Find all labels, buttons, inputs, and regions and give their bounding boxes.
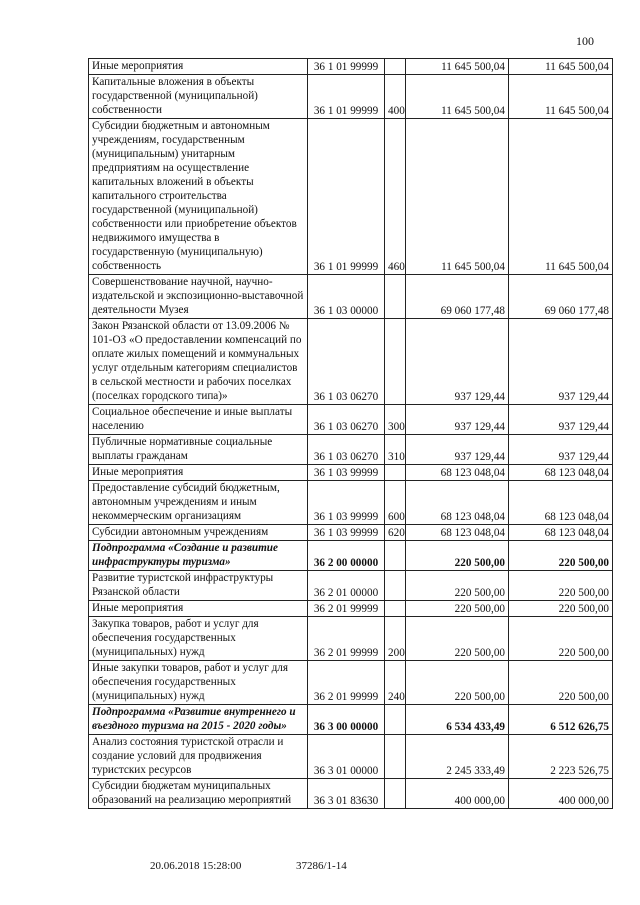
expense-type-cell: 300: [385, 405, 406, 435]
amount-year2-cell: 11 645 500,04: [509, 75, 613, 119]
budget-table: [88, 58, 613, 809]
amount-year1-cell: 2 245 333,49: [406, 735, 509, 779]
target-article-cell: 36 3 01 00000: [308, 735, 385, 779]
table-row: [89, 481, 613, 525]
table-row: [89, 601, 613, 617]
amount-year2-cell: 937 129,44: [509, 319, 613, 405]
amount-year1-cell: 220 500,00: [406, 661, 509, 705]
row-name-cell: Анализ состояния туристской отрасли и создание условий для продвижения туристских ресурсов: [89, 735, 308, 779]
amount-year2-cell: 2 223 526,75: [509, 735, 613, 779]
amount-year1-cell: 220 500,00: [406, 571, 509, 601]
row-name-cell: Иные мероприятия: [89, 59, 308, 75]
amount-year2-cell: 11 645 500,04: [509, 119, 613, 275]
table-row: [89, 465, 613, 481]
amount-year2-cell: 220 500,00: [509, 541, 613, 571]
row-name-cell: Подпрограмма «Развитие внутреннего и въездного туризма на 2015 - 2020 годы»: [89, 705, 308, 735]
expense-type-cell: 310: [385, 435, 406, 465]
target-article-cell: 36 1 01 99999: [308, 75, 385, 119]
row-name-cell: Развитие туристской инфраструктуры Рязанской области: [89, 571, 308, 601]
expense-type-cell: [385, 275, 406, 319]
target-article-cell: 36 1 03 06270: [308, 435, 385, 465]
target-article-cell: 36 1 01 99999: [308, 59, 385, 75]
amount-year2-cell: 937 129,44: [509, 435, 613, 465]
amount-year1-cell: 11 645 500,04: [406, 75, 509, 119]
amount-year1-cell: 11 645 500,04: [406, 59, 509, 75]
amount-year2-cell: 11 645 500,04: [509, 59, 613, 75]
amount-year1-cell: 220 500,00: [406, 601, 509, 617]
row-name-cell: Субсидии бюджетным и автономным учреждениям, государственным (муниципальным) унитарным предприятиям на осуществление капитальных вложений в объекты капитального строительства государственной (муниципальной) собственности или приобретение объектов недвижимого имущества в государственную (муниципальную) собственность: [89, 119, 308, 275]
row-name-cell: Иные мероприятия: [89, 601, 308, 617]
table-row: [89, 75, 613, 119]
target-article-cell: 36 2 01 99999: [308, 661, 385, 705]
amount-year2-cell: 68 123 048,04: [509, 465, 613, 481]
target-article-cell: 36 1 03 99999: [308, 481, 385, 525]
table-row: [89, 735, 613, 779]
expense-type-cell: 200: [385, 617, 406, 661]
amount-year1-cell: 937 129,44: [406, 405, 509, 435]
target-article-cell: 36 1 03 99999: [308, 525, 385, 541]
table-row: [89, 119, 613, 275]
target-article-cell: 36 1 03 06270: [308, 319, 385, 405]
row-name-cell: Иные мероприятия: [89, 465, 308, 481]
amount-year1-cell: 68 123 048,04: [406, 481, 509, 525]
amount-year1-cell: 68 123 048,04: [406, 465, 509, 481]
amount-year1-cell: 400 000,00: [406, 779, 509, 809]
expense-type-cell: [385, 465, 406, 481]
expense-type-cell: 240: [385, 661, 406, 705]
target-article-cell: 36 3 01 83630: [308, 779, 385, 809]
amount-year1-cell: 69 060 177,48: [406, 275, 509, 319]
amount-year1-cell: 6 534 433,49: [406, 705, 509, 735]
row-name-cell: Социальное обеспечение и иные выплаты населению: [89, 405, 308, 435]
row-name-cell: Субсидии бюджетам муниципальных образований на реализацию мероприятий: [89, 779, 308, 809]
target-article-cell: 36 2 01 99999: [308, 617, 385, 661]
table-row: [89, 405, 613, 435]
subprogram-row: [89, 705, 613, 735]
amount-year1-cell: 220 500,00: [406, 617, 509, 661]
amount-year2-cell: 400 000,00: [509, 779, 613, 809]
amount-year1-cell: 937 129,44: [406, 319, 509, 405]
amount-year1-cell: 937 129,44: [406, 435, 509, 465]
expense-type-cell: [385, 779, 406, 809]
amount-year2-cell: 68 123 048,04: [509, 481, 613, 525]
amount-year2-cell: 220 500,00: [509, 661, 613, 705]
expense-type-cell: [385, 59, 406, 75]
row-name-cell: Закон Рязанской области от 13.09.2006 № 101-ОЗ «О предоставлении компенсаций по оплате жилых помещений и коммунальных услуг отдельным категориям специалистов в сельской местности и рабочих поселках (поселках городского типа)»: [89, 319, 308, 405]
target-article-cell: 36 1 03 99999: [308, 465, 385, 481]
amount-year2-cell: 6 512 626,75: [509, 705, 613, 735]
amount-year1-cell: 220 500,00: [406, 541, 509, 571]
table-row: [89, 661, 613, 705]
target-article-cell: 36 2 01 00000: [308, 571, 385, 601]
expense-type-cell: [385, 601, 406, 617]
table-row: [89, 59, 613, 75]
expense-type-cell: 460: [385, 119, 406, 275]
expense-type-cell: [385, 571, 406, 601]
expense-type-cell: 400: [385, 75, 406, 119]
target-article-cell: 36 1 03 06270: [308, 405, 385, 435]
subprogram-row: [89, 541, 613, 571]
expense-type-cell: [385, 319, 406, 405]
amount-year2-cell: 220 500,00: [509, 617, 613, 661]
table-row: [89, 319, 613, 405]
target-article-cell: 36 1 01 99999: [308, 119, 385, 275]
amount-year2-cell: 68 123 048,04: [509, 525, 613, 541]
expense-type-cell: [385, 705, 406, 735]
footer-date: 20.06.2018 15:28:00: [150, 860, 242, 872]
amount-year1-cell: 11 645 500,04: [406, 119, 509, 275]
row-name-cell: Иные закупки товаров, работ и услуг для обеспечения государственных (муниципальных) нужд: [89, 661, 308, 705]
amount-year2-cell: 937 129,44: [509, 405, 613, 435]
amount-year2-cell: 220 500,00: [509, 601, 613, 617]
table-row: [89, 571, 613, 601]
row-name-cell: Закупка товаров, работ и услуг для обеспечения государственных (муниципальных) нужд: [89, 617, 308, 661]
amount-year2-cell: 220 500,00: [509, 571, 613, 601]
expense-type-cell: 600: [385, 481, 406, 525]
target-article-cell: 36 1 03 00000: [308, 275, 385, 319]
row-name-cell: Субсидии автономным учреждениям: [89, 525, 308, 541]
expense-type-cell: [385, 735, 406, 779]
amount-year1-cell: 68 123 048,04: [406, 525, 509, 541]
page-number: 100: [576, 34, 594, 48]
table-row: [89, 435, 613, 465]
footer-doc-number: 37286/1-14: [296, 860, 347, 872]
amount-year2-cell: 69 060 177,48: [509, 275, 613, 319]
table-row: [89, 779, 613, 809]
target-article-cell: 36 2 00 00000: [308, 541, 385, 571]
row-name-cell: Публичные нормативные социальные выплаты гражданам: [89, 435, 308, 465]
table-row: [89, 525, 613, 541]
table-row: [89, 617, 613, 661]
row-name-cell: Совершенствование научной, научно-издательской и экспозиционно-выставочной деятельности Музея: [89, 275, 308, 319]
expense-type-cell: [385, 541, 406, 571]
target-article-cell: 36 2 01 99999: [308, 601, 385, 617]
target-article-cell: 36 3 00 00000: [308, 705, 385, 735]
row-name-cell: Подпрограмма «Создание и развитие инфраструктуры туризма»: [89, 541, 308, 571]
row-name-cell: Капитальные вложения в объекты государственной (муниципальной) собственности: [89, 75, 308, 119]
table-row: [89, 275, 613, 319]
row-name-cell: Предоставление субсидий бюджетным, автономным учреждениям и иным некоммерческим организациям: [89, 481, 308, 525]
expense-type-cell: 620: [385, 525, 406, 541]
